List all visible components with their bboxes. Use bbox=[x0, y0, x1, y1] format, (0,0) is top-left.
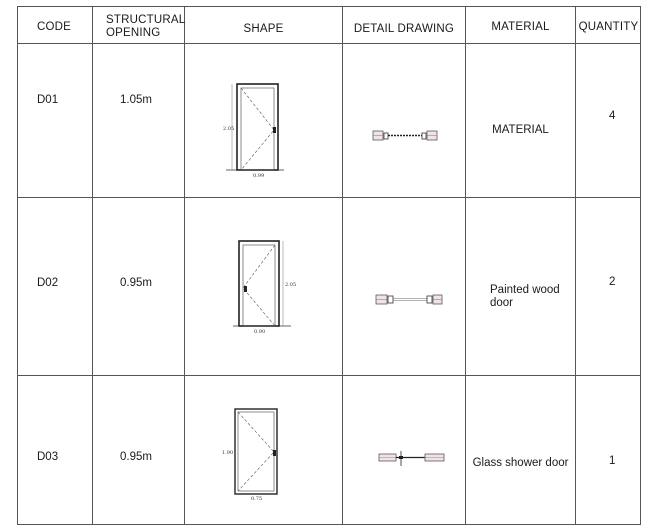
header-structural-opening-line1: STRUCTURAL bbox=[106, 14, 186, 26]
row-2-detail-drawing bbox=[373, 290, 445, 310]
row-1-material-line1: MATERIAL bbox=[492, 124, 549, 136]
column-divider-4 bbox=[465, 6, 466, 525]
hinge-icon bbox=[399, 456, 403, 459]
door-frame bbox=[235, 409, 277, 494]
row-2-code: D02 bbox=[37, 277, 59, 289]
row-3-material-line1: Glass shower door bbox=[472, 457, 569, 469]
door-handle-icon bbox=[273, 450, 276, 456]
left-frame bbox=[388, 296, 393, 303]
column-divider-2 bbox=[184, 6, 185, 525]
row-2-material bbox=[490, 284, 575, 310]
row-3-code: D03 bbox=[37, 451, 59, 463]
table-border-left bbox=[17, 6, 18, 525]
height-dimension-label: 2.05 bbox=[285, 282, 297, 288]
height-dimension-label: 2.05 bbox=[223, 126, 235, 132]
column-divider-3 bbox=[342, 6, 343, 525]
row-2-opening: 0.95m bbox=[120, 277, 152, 289]
row-divider-2 bbox=[17, 375, 641, 376]
swing-lines bbox=[241, 88, 274, 170]
header-material: MATERIAL bbox=[491, 21, 550, 33]
width-dimension-label: 0.99 bbox=[253, 173, 265, 179]
row-3-detail-drawing bbox=[377, 446, 449, 470]
height-dimension-label: 1.90 bbox=[222, 450, 234, 456]
door-handle-icon bbox=[244, 286, 247, 292]
header-structural-opening-line2: OPENING bbox=[106, 27, 161, 39]
door-leaf bbox=[241, 88, 274, 170]
column-divider-1 bbox=[92, 6, 93, 525]
row-2-quantity: 2 bbox=[609, 276, 616, 288]
row-1-opening: 1.05m bbox=[120, 94, 152, 106]
table-border-top bbox=[17, 6, 641, 7]
row-1-shape-drawing bbox=[222, 78, 294, 180]
swing-lines bbox=[238, 412, 274, 491]
row-3-shape-drawing bbox=[220, 404, 292, 504]
row-2-material-line1: Painted wood bbox=[490, 284, 560, 296]
right-frame bbox=[427, 296, 432, 303]
row-1-quantity: 4 bbox=[609, 110, 616, 122]
right-frame bbox=[422, 133, 426, 139]
header-quantity: QUANTITY bbox=[578, 21, 639, 33]
table-border-right bbox=[640, 6, 641, 525]
door-frame bbox=[239, 241, 279, 326]
row-divider-1 bbox=[17, 197, 641, 198]
door-frame bbox=[237, 84, 278, 170]
table-border-bottom bbox=[17, 524, 641, 525]
column-divider-5 bbox=[575, 6, 576, 525]
row-2-shape-drawing bbox=[229, 236, 301, 338]
header-code: CODE bbox=[37, 21, 72, 33]
row-2-material-line2: door bbox=[490, 297, 514, 309]
header-shape: SHAPE bbox=[243, 23, 284, 35]
left-frame bbox=[384, 133, 388, 139]
row-1-code: D01 bbox=[37, 94, 59, 106]
door-leaf bbox=[243, 245, 275, 326]
row-1-detail-drawing bbox=[370, 126, 440, 146]
header-structural-opening bbox=[106, 14, 185, 40]
row-3-quantity: 1 bbox=[609, 455, 616, 467]
width-dimension-label: 0.90 bbox=[254, 329, 266, 335]
swing-lines bbox=[243, 245, 275, 326]
row-1-material bbox=[466, 124, 575, 137]
door-handle-icon bbox=[273, 127, 276, 133]
header-row-divider bbox=[17, 43, 641, 44]
width-dimension-label: 0.75 bbox=[251, 496, 263, 502]
row-3-opening: 0.95m bbox=[120, 451, 152, 463]
header-detail-drawing: DETAIL DRAWING bbox=[353, 23, 455, 35]
door-leaf bbox=[238, 412, 274, 491]
row-3-material bbox=[466, 457, 575, 470]
